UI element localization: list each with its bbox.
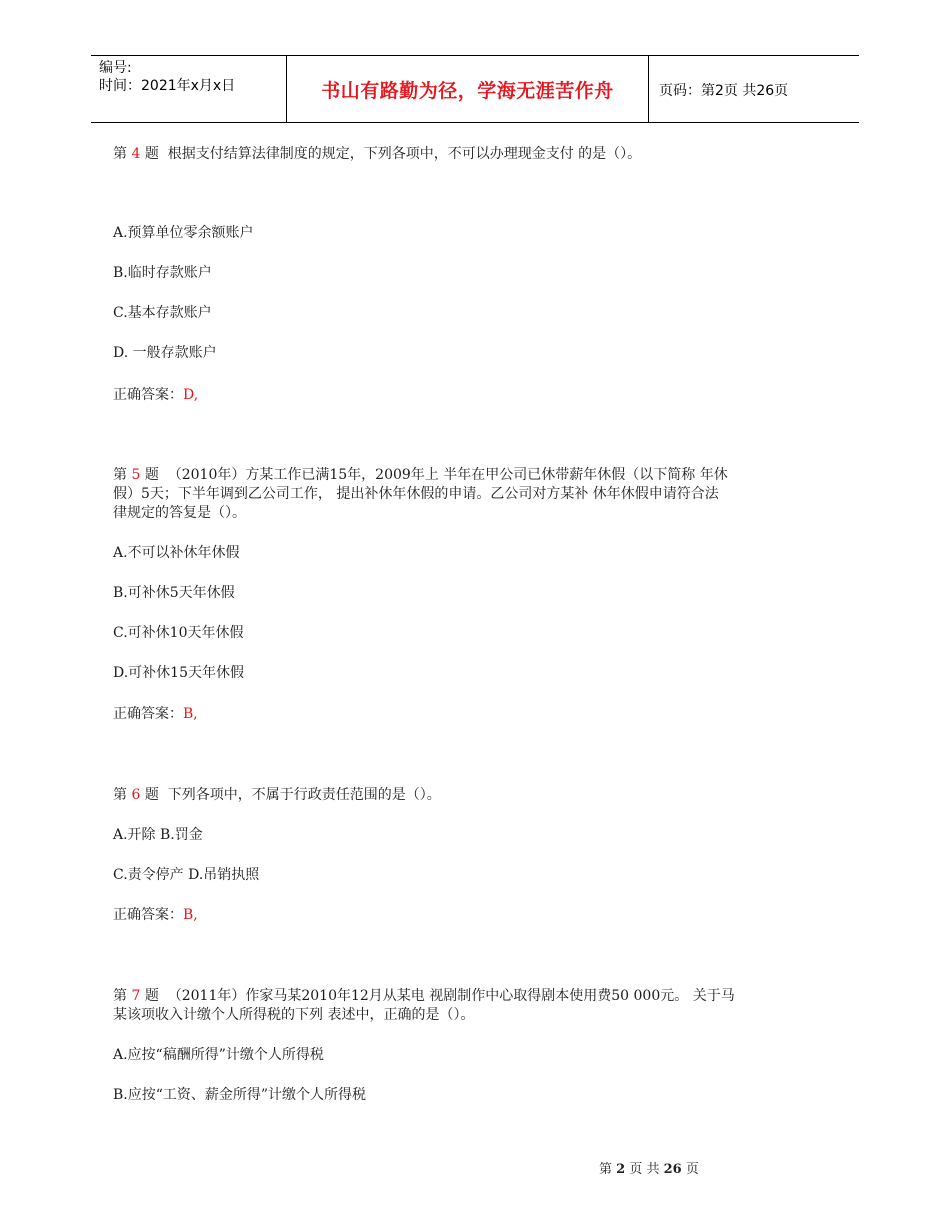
option: C.可补休10天年休假 [113, 625, 244, 641]
answer-line [113, 386, 198, 404]
question-suffix: 题 [144, 787, 159, 803]
answer-value: B, [183, 907, 198, 923]
option: B.临时存款账户 [113, 265, 212, 281]
header-motto: 书山有路勤为径，学海无涯苦作舟 [321, 80, 614, 102]
option: D.可补休15天年休假 [113, 665, 244, 681]
header-divider [648, 56, 649, 122]
question-prefix: 第 [113, 787, 127, 803]
footer-text: 第 [599, 1162, 613, 1177]
answer-line [113, 906, 198, 924]
option: D. 一般存款账户 [113, 345, 217, 361]
question-prefix: 第 [113, 467, 127, 483]
question-text-line: 假）5天；下半年调到乙公司工作， 提出补休年休假的申请。乙公司对方某补 休年休假申请符合法 [113, 486, 719, 502]
answer-value: D, [183, 387, 199, 403]
option: A.应按“稿酬所得”计缴个人所得税 [113, 1047, 324, 1063]
question-text-line: 律规定的答复是（）。 [113, 505, 246, 521]
answer-label: 正确答案： [113, 706, 183, 722]
header-page-label: 页码：第2页 共26页 [659, 83, 789, 99]
answer-value: B, [183, 706, 198, 722]
question-4-title [113, 145, 641, 163]
option: B.可补休5天年休假 [113, 585, 235, 601]
answer-label: 正确答案： [113, 387, 183, 403]
option: A.开除 B.罚金 [113, 827, 203, 843]
question-number: 6 [131, 787, 141, 803]
question-text-line: 某该项收入计缴个人所得税的下列 表述中，正确的是（）。 [113, 1007, 475, 1023]
question-text: 根据支付结算法律制度的规定，下列各项中，不可以办理现金支付 的是（）。 [167, 146, 642, 162]
header-meta [99, 59, 235, 95]
time-label: 时间：2021年x月x日 [99, 78, 236, 94]
answer-label: 正确答案： [113, 907, 183, 923]
option: A.不可以补休年休假 [113, 545, 240, 561]
question-number: 5 [131, 467, 141, 483]
question-6-title [113, 786, 441, 804]
option: A.预算单位零余额账户 [113, 225, 254, 241]
question-text: （2011年）作家马某2010年12月从某电 视剧制作中心取得剧本使用费50 000元。 关于马 [167, 988, 735, 1004]
option: C.责令停产 D.吊销执照 [113, 867, 260, 883]
footer-text: 页 共 [629, 1162, 660, 1177]
option: C.基本存款账户 [113, 305, 212, 321]
question-text: 下列各项中，不属于行政责任范围的是（）。 [167, 787, 441, 803]
footer-total-pages: 26 [663, 1162, 682, 1177]
option: B.应按“工资、薪金所得”计缴个人所得税 [113, 1087, 367, 1103]
answer-line [113, 705, 198, 723]
question-7-title [113, 987, 735, 1005]
question-prefix: 第 [113, 988, 127, 1004]
footer-text: 页 [685, 1162, 699, 1177]
question-suffix: 题 [144, 988, 159, 1004]
question-number: 7 [131, 988, 141, 1004]
question-prefix: 第 [113, 146, 127, 162]
question-suffix: 题 [144, 467, 159, 483]
footer-page-number: 2 [616, 1162, 626, 1177]
question-text: （2010年）方某工作已满15年，2009年上 半年在甲公司已休带薪年休假（以下简称 年休 [167, 467, 728, 483]
question-number: 4 [131, 146, 141, 162]
question-suffix: 题 [144, 146, 159, 162]
code-label: 编号: [99, 60, 132, 76]
page-header [91, 55, 859, 123]
question-5-title [113, 466, 728, 484]
page-footer [599, 1158, 699, 1177]
